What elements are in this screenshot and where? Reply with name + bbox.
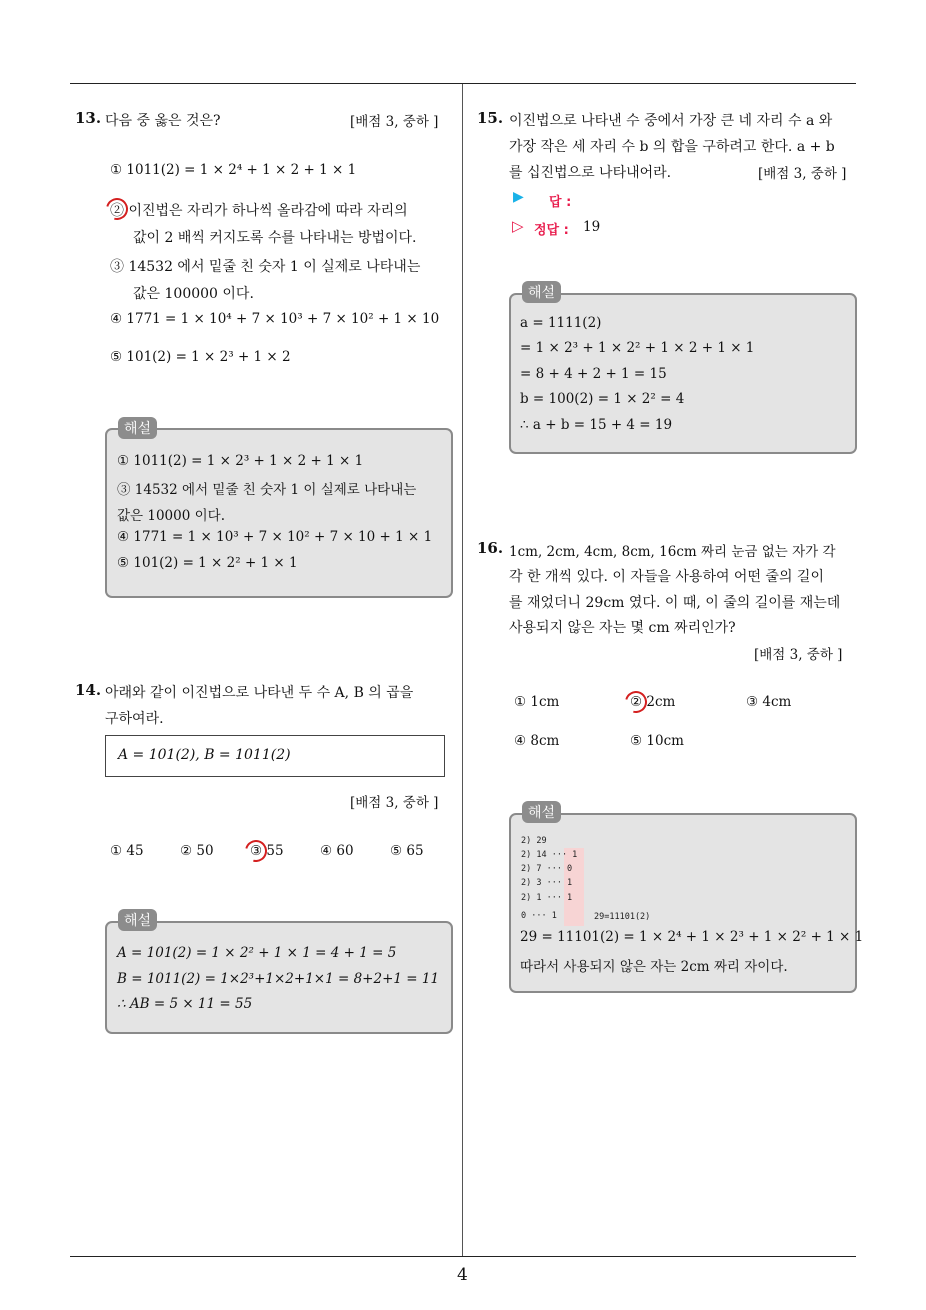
option-5[interactable]: ⑤ 101(2) = 1 × 2³ + 1 × 2 (110, 349, 291, 365)
solution-line: ④ 1771 = 1 × 10³ + 7 × 10² + 7 × 10 + 1 × 1 (117, 529, 433, 545)
question-text-cont: 사용되지 않은 자는 몇 cm 짜리인가? (509, 620, 736, 636)
question-text-cont: 구하여라. (105, 711, 164, 727)
question-text: 이진법으로 나타낸 수 중에서 가장 큰 네 자리 수 a 와 (509, 113, 833, 129)
question-number: 14. (75, 681, 102, 699)
question-number: 15. (477, 109, 504, 127)
option-2[interactable]: ② 이진법은 자리가 하나씩 올라감에 따라 자리의 (110, 203, 408, 219)
solution-line: 값은 10000 이다. (117, 508, 225, 524)
solution-tag: 해설 (522, 281, 561, 303)
question-meta: [배점 3, 중하 ] (350, 114, 439, 130)
option-4[interactable]: ④ 60 (320, 843, 354, 859)
option-3[interactable]: ③ 14532 에서 밑줄 친 숫자 1 이 실제로 나타내는 (110, 259, 421, 275)
division-line: 0 ··· 1 (521, 911, 557, 921)
question-meta: [배점 3, 중하 ] (758, 166, 847, 182)
bottom-rule (70, 1256, 856, 1257)
solution-line: 29 = 11101(2) = 1 × 2⁴ + 1 × 2³ + 1 × 2² + 1 × 1 (520, 929, 864, 945)
question-meta: [배점 3, 중하 ] (754, 647, 843, 663)
answer-arrow-icon: ▶ (513, 189, 524, 205)
solution-tag: 해설 (118, 417, 157, 439)
division-line: 2) 3 ··· 1 (521, 878, 573, 888)
question-text: 다음 중 옳은 것은? (105, 113, 221, 129)
correct-value: 19 (583, 219, 601, 235)
option-1[interactable]: ① 45 (110, 843, 144, 859)
question-text-cont: 가장 작은 세 자리 수 b 의 합을 구하려고 한다. a + b (509, 139, 835, 155)
solution-tag: 해설 (118, 909, 157, 931)
solution-tag: 해설 (522, 801, 561, 823)
option-1[interactable]: ① 1011(2) = 1 × 2⁴ + 1 × 2 + 1 × 1 (110, 162, 357, 178)
option-3-cont: 값은 100000 이다. (133, 286, 254, 302)
division-result: 29=11101(2) (594, 912, 651, 922)
question-number: 16. (477, 539, 504, 557)
page-number: 4 (457, 1265, 468, 1285)
division-line: 2) 14 ··· 1 (521, 850, 578, 860)
question-text-cont: 를 십진법으로 나타내어라. (509, 165, 672, 181)
option-5[interactable]: ⑤ 65 (390, 843, 424, 859)
correct-label: 정답 : (534, 223, 569, 238)
question-meta: [배점 3, 중하 ] (350, 795, 439, 811)
question-text: 아래와 같이 이진법으로 나타낸 두 수 A, B 의 곱을 (105, 685, 414, 701)
question-text: 1cm, 2cm, 4cm, 8cm, 16cm 짜리 눈금 없는 자가 각 (509, 544, 836, 560)
solution-line: 따라서 사용되지 않은 자는 2cm 짜리 자이다. (520, 959, 788, 975)
option-3[interactable]: ③ 55 (250, 843, 284, 859)
solution-line: ③ 14532 에서 밑줄 친 숫자 1 이 실제로 나타내는 (117, 482, 417, 498)
solution-line: ① 1011(2) = 1 × 2³ + 1 × 2 + 1 × 1 (117, 453, 364, 469)
correct-arrow-icon: ▷ (512, 217, 524, 235)
division-line: 2) 7 ··· 0 (521, 864, 573, 874)
question-number: 13. (75, 109, 102, 127)
column-divider (462, 84, 463, 1256)
option-3[interactable]: ③ 4cm (746, 694, 792, 710)
option-4[interactable]: ④ 8cm (514, 733, 560, 749)
question-text-cont: 각 한 개씩 있다. 이 자들을 사용하여 어떤 줄의 길이 (509, 569, 824, 585)
division-line: 2) 29 (521, 836, 547, 846)
answer-label: 답 : (549, 195, 572, 210)
option-1[interactable]: ① 1cm (514, 694, 560, 710)
solution-line: ∴ a + b = 15 + 4 = 19 (520, 417, 673, 433)
solution-line: = 8 + 4 + 2 + 1 = 15 (520, 366, 667, 382)
solution-line: B = 1011(2) = 1×2³+1×2+1×1 = 8+2+1 = 11 (117, 971, 440, 987)
formula-text: A = 101(2), B = 1011(2) (118, 747, 291, 763)
solution-line: A = 101(2) = 1 × 2² + 1 × 1 = 4 + 1 = 5 (117, 945, 397, 961)
solution-line: ⑤ 101(2) = 1 × 2² + 1 × 1 (117, 555, 298, 571)
question-text-cont: 를 재었더니 29cm 였다. 이 때, 이 줄의 길이를 재는데 (509, 595, 841, 611)
option-5[interactable]: ⑤ 10cm (630, 733, 684, 749)
top-rule (70, 83, 856, 84)
option-2-cont: 값이 2 배씩 커지도록 수를 나타내는 방법이다. (133, 230, 417, 246)
solution-line: b = 100(2) = 1 × 2² = 4 (520, 391, 685, 407)
solution-line: a = 1111(2) (520, 315, 602, 331)
option-2[interactable]: ② 50 (180, 843, 214, 859)
solution-line: ∴ AB = 5 × 11 = 55 (117, 996, 253, 1012)
division-line: 2) 1 ··· 1 (521, 893, 573, 903)
option-4[interactable]: ④ 1771 = 1 × 10⁴ + 7 × 10³ + 7 × 10² + 1 × 10 (110, 311, 440, 327)
solution-line: = 1 × 2³ + 1 × 2² + 1 × 2 + 1 × 1 (520, 340, 755, 356)
option-2[interactable]: ② 2cm (630, 694, 676, 710)
